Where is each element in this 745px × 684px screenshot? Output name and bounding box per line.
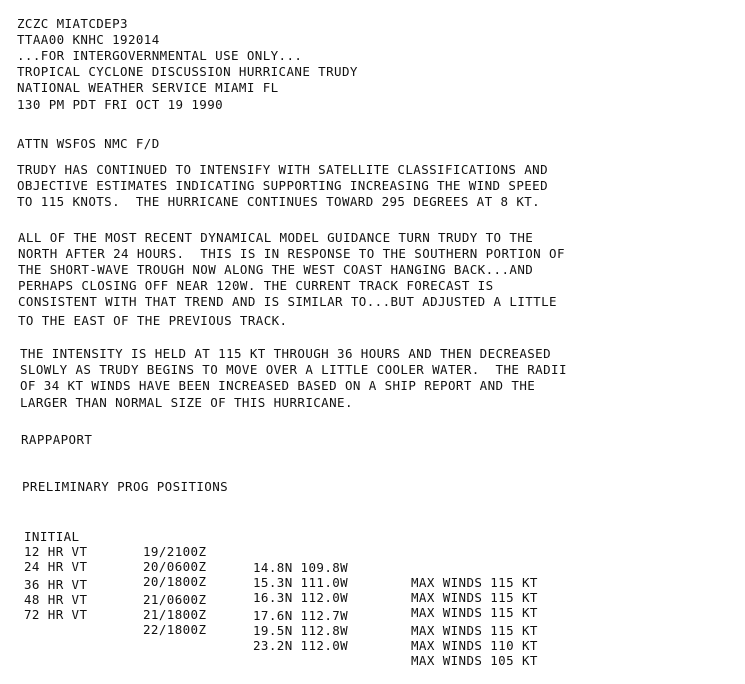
paragraph-2-line: THE SHORT-WAVE TROUGH NOW ALONG THE WEST COAST HANGING BACK...AND <box>18 262 534 277</box>
paragraph-1-line: OBJECTIVE ESTIMATES INDICATING SUPPORTING INCREASING THE WIND SPEED <box>17 178 549 193</box>
paragraph-3-line: OF 34 KT WINDS HAVE BEEN INCREASED BASED ON A SHIP REPORT AND THE <box>20 378 536 393</box>
forecast-time: 19/2100Z <box>143 544 207 559</box>
forecast-time: 22/1800Z <box>143 622 207 637</box>
forecast-position: 15.3N 111.0W <box>253 574 349 590</box>
forecast-period: 48 HR VT <box>24 591 88 607</box>
forecast-winds: MAX WINDS 105 KT <box>411 653 538 668</box>
forecast-winds: MAX WINDS 110 KT <box>411 638 538 653</box>
forecast-position: 16.3N 112.0W <box>253 589 349 605</box>
paragraph-2-line: NORTH AFTER 24 HOURS. THIS IS IN RESPONSE TO THE SOUTHERN PORTION OF <box>18 246 565 261</box>
issue-datetime: 130 PM PDT FRI OCT 19 1990 <box>17 97 224 112</box>
forecast-time: 21/0600Z <box>143 592 207 607</box>
attention-line: ATTN WSFOS NMC F/D <box>17 136 160 151</box>
forecast-time: 21/1800Z <box>143 607 207 622</box>
header-wmo-id: TTAA00 KNHC 192014 <box>17 32 160 47</box>
paragraph-2-line: ALL OF THE MOST RECENT DYNAMICAL MODEL GUIDANCE TURN TRUDY TO THE <box>18 230 534 245</box>
forecast-time: 20/1800Z <box>143 574 207 589</box>
forecast-position: 14.8N 109.8W <box>253 559 349 575</box>
document-title: TROPICAL CYCLONE DISCUSSION HURRICANE TRUDY <box>17 64 358 79</box>
forecast-position: 17.6N 112.7W <box>253 607 349 623</box>
paragraph-3-line: THE INTENSITY IS HELD AT 115 KT THROUGH 36 HOURS AND THEN DECREASED <box>20 346 552 361</box>
paragraph-2-line: CONSISTENT WITH THAT TREND AND IS SIMILAR TO...BUT ADJUSTED A LITTLE <box>18 294 557 309</box>
paragraph-2-line: PERHAPS CLOSING OFF NEAR 120W. THE CURRENT TRACK FORECAST IS <box>18 278 494 293</box>
forecast-period: 72 HR VT <box>24 606 88 622</box>
forecast-period: 12 HR VT <box>24 543 88 559</box>
forecast-winds: MAX WINDS 115 KT <box>411 623 538 638</box>
header-usage-note: ...FOR INTERGOVERNMENTAL USE ONLY... <box>17 48 303 63</box>
forecast-winds: MAX WINDS 115 KT <box>411 590 538 605</box>
paragraph-2-line: TO THE EAST OF THE PREVIOUS TRACK. <box>18 313 288 328</box>
forecast-heading: PRELIMINARY PROG POSITIONS <box>22 479 229 494</box>
paragraph-3-line: LARGER THAN NORMAL SIZE OF THIS HURRICANE. <box>20 395 353 410</box>
paragraph-1-line: TRUDY HAS CONTINUED TO INTENSIFY WITH SATELLITE CLASSIFICATIONS AND <box>17 162 549 177</box>
issuing-office: NATIONAL WEATHER SERVICE MIAMI FL <box>17 80 279 95</box>
forecaster-signature: RAPPAPORT <box>21 432 93 447</box>
forecast-period: 36 HR VT <box>24 576 88 592</box>
forecast-time: 20/0600Z <box>143 559 207 574</box>
header-routing-code: ZCZC MIATCDEP3 <box>17 16 128 31</box>
forecast-winds: MAX WINDS 115 KT <box>411 605 538 620</box>
paragraph-3-line: SLOWLY AS TRUDY BEGINS TO MOVE OVER A LITTLE COOLER WATER. THE RADII <box>20 362 567 377</box>
forecast-position: 23.2N 112.0W <box>253 637 349 653</box>
forecast-position: 19.5N 112.8W <box>253 622 349 638</box>
forecast-period: INITIAL <box>24 528 80 544</box>
forecast-period: 24 HR VT <box>24 558 88 574</box>
paragraph-1-line: TO 115 KNOTS. THE HURRICANE CONTINUES TOWARD 295 DEGREES AT 8 KT. <box>17 194 541 209</box>
forecast-winds: MAX WINDS 115 KT <box>411 575 538 590</box>
